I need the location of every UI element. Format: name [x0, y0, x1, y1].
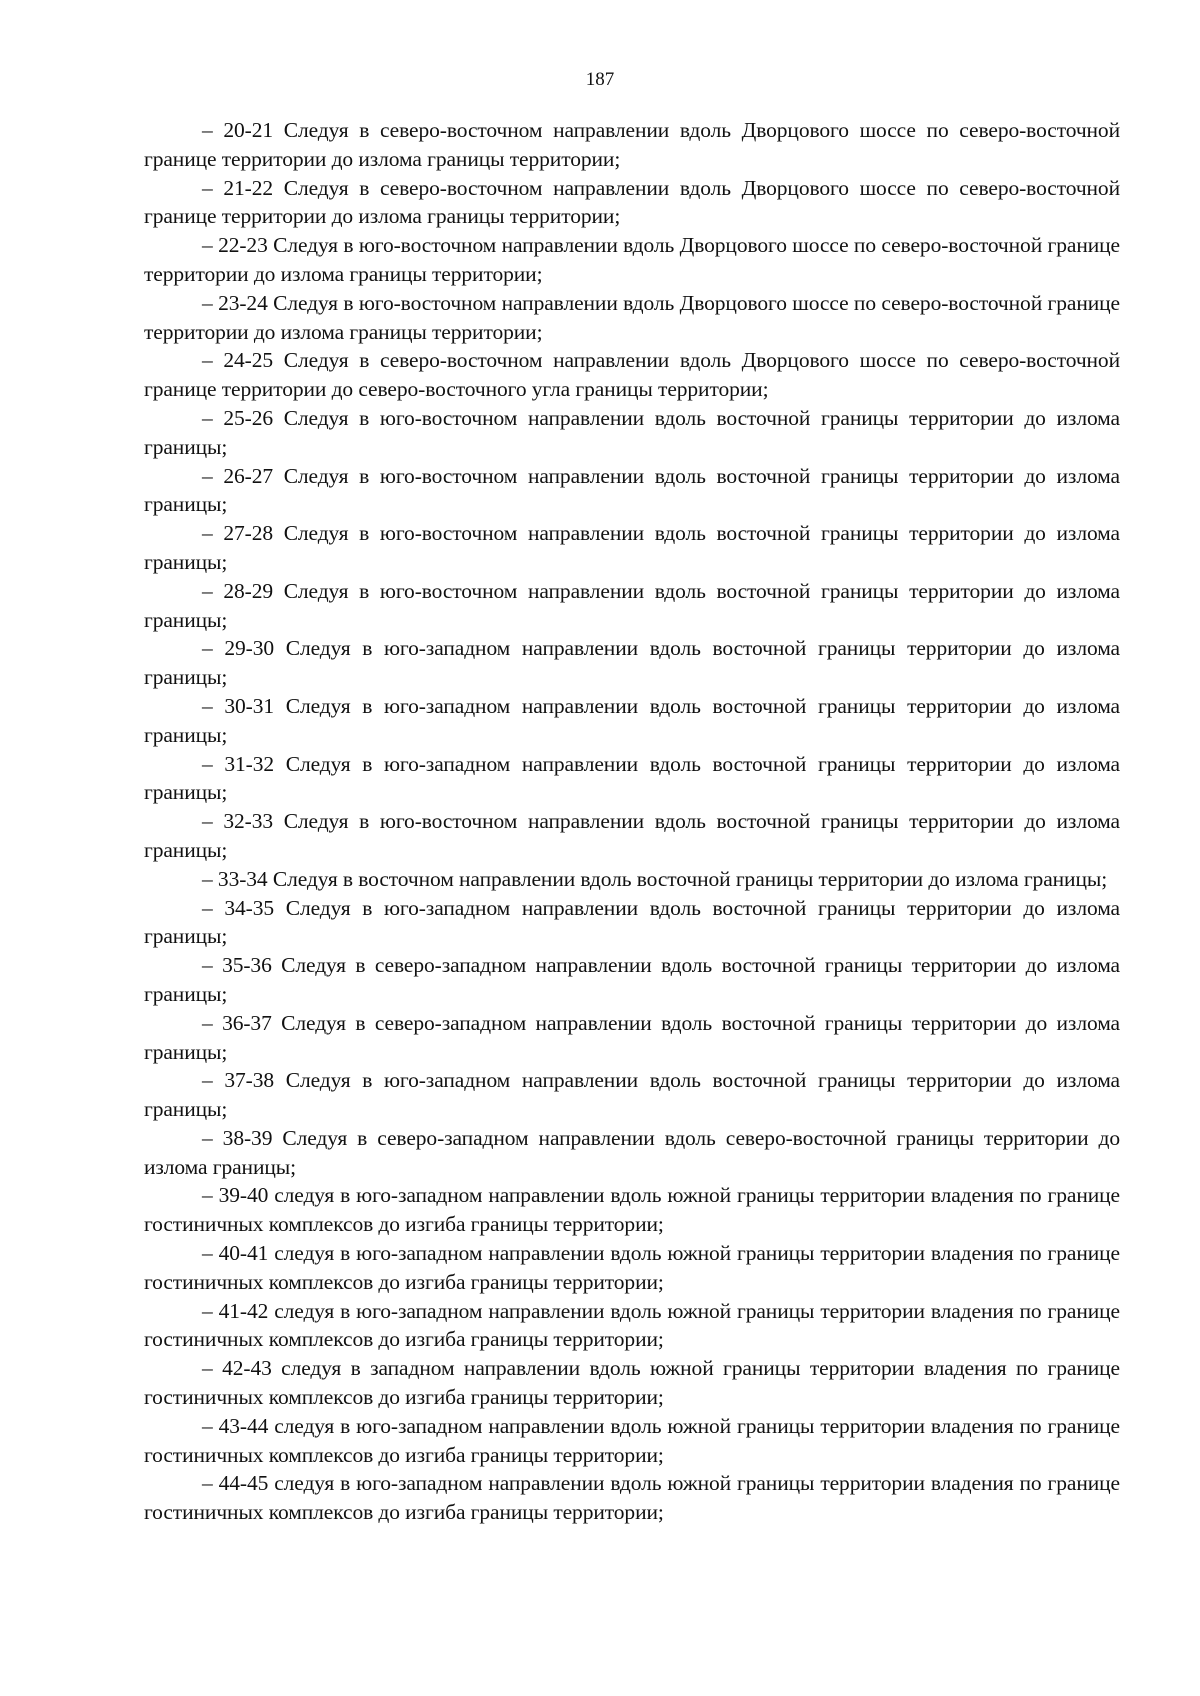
boundary-segment-paragraph: – 28-29 Следуя в юго-восточном направлении вдоль восточной границы территории до излома границы;	[144, 578, 1120, 632]
boundary-segment-paragraph: – 25-26 Следуя в юго-восточном направлении вдоль восточной границы территории до излома границы;	[144, 405, 1120, 459]
boundary-segment-paragraph: – 41-42 следуя в юго-западном направлении вдоль южной границы территории владения по границе гостиничных комплексов до изгиба границы территории;	[144, 1298, 1120, 1352]
boundary-segment-paragraph: – 44-45 следуя в юго-западном направлении вдоль южной границы территории владения по границе гостиничных комплексов до изгиба границы территории;	[144, 1471, 1120, 1525]
boundary-segment-paragraph: – 39-40 следуя в юго-западном направлении вдоль южной границы территории владения по границе гостиничных комплексов до изгиба границы территории;	[144, 1183, 1120, 1237]
boundary-segment-paragraph: – 20-21 Следуя в северо-восточном направлении вдоль Дворцового шоссе по северо-восточной границе территории до излома границы территории;	[144, 118, 1120, 171]
boundary-segment-paragraph: – 42-43 следуя в западном направлении вдоль южной границы территории владения по границе гостиничных комплексов до изгиба границы территории;	[144, 1356, 1120, 1410]
boundary-segment-paragraph: – 32-33 Следуя в юго-восточном направлении вдоль восточной границы территории до излома границы;	[144, 809, 1120, 862]
boundary-segment-paragraph: – 43-44 следуя в юго-западном направлении вдоль южной границы территории владения по границе гостиничных комплексов до изгиба границы территории;	[144, 1413, 1120, 1467]
boundary-segment-paragraph: – 35-36 Следуя в северо-западном направлении вдоль восточной границы территории до излома границы;	[144, 953, 1120, 1006]
boundary-segment-paragraph: – 38-39 Следуя в северо-западном направлении вдоль северо-восточной границы территории до излома границы;	[144, 1125, 1120, 1179]
boundary-segment-paragraph: – 30-31 Следуя в юго-западном направлении вдоль восточной границы территории до излома границы;	[144, 693, 1120, 747]
boundary-description-list	[144, 116, 1120, 1527]
boundary-segment-paragraph: – 27-28 Следуя в юго-восточном направлении вдоль восточной границы территории до излома границы;	[144, 521, 1120, 574]
boundary-segment-paragraph: – 33-34 Следуя в восточном направлении вдоль восточной границы территории до излома границы;	[202, 866, 1108, 891]
boundary-segment-paragraph: – 31-32 Следуя в юго-западном направлении вдоль восточной границы территории до излома границы;	[144, 751, 1120, 805]
boundary-segment-paragraph: – 37-38 Следуя в юго-западном направлении вдоль восточной границы территории до излома границы;	[144, 1068, 1120, 1122]
boundary-segment-paragraph: – 40-41 следуя в юго-западном направлении вдоль южной границы территории владения по границе гостиничных комплексов до изгиба границы территории;	[144, 1241, 1120, 1294]
boundary-segment-paragraph: – 21-22 Следуя в северо-восточном направлении вдоль Дворцового шоссе по северо-восточной границе территории до излома границы территории;	[144, 175, 1120, 229]
page-number: 187	[585, 69, 615, 90]
boundary-segment-paragraph: – 29-30 Следуя в юго-западном направлении вдоль восточной границы территории до излома границы;	[144, 636, 1120, 690]
boundary-segment-paragraph: – 23-24 Следуя в юго-восточном направлении вдоль Дворцового шоссе по северо-восточной границе территории до излома границы территории;	[144, 290, 1120, 344]
boundary-segment-paragraph: – 34-35 Следуя в юго-западном направлении вдоль восточной границы территории до излома границы;	[144, 895, 1120, 949]
boundary-segment-paragraph: – 26-27 Следуя в юго-восточном направлении вдоль восточной границы территории до излома границы;	[144, 463, 1120, 517]
boundary-segment-paragraph: – 22-23 Следуя в юго-восточном направлении вдоль Дворцового шоссе по северо-восточной границе территории до излома границы территории;	[144, 233, 1120, 286]
boundary-segment-paragraph: – 36-37 Следуя в северо-западном направлении вдоль восточной границы территории до излома границы;	[144, 1010, 1120, 1064]
boundary-segment-paragraph: – 24-25 Следуя в северо-восточном направлении вдоль Дворцового шоссе по северо-восточной границе территории до северо-восточного угла границы территории;	[144, 348, 1120, 402]
